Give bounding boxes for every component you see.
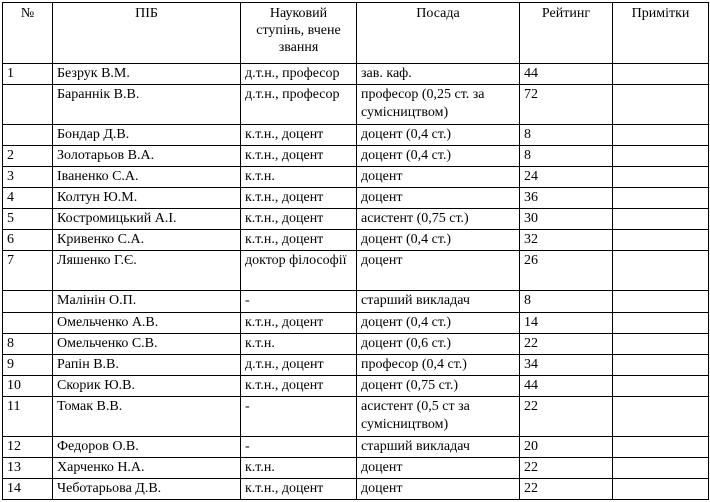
cell-position: доцент (357, 457, 520, 478)
table-row (3, 230, 709, 251)
cell-name: Колтун Ю.М. (53, 188, 241, 209)
cell-degree: - (241, 396, 357, 436)
cell-notes (613, 312, 709, 333)
cell-notes (613, 146, 709, 167)
cell-name: Костромицький А.І. (53, 209, 241, 230)
cell-num: 11 (3, 396, 53, 436)
cell-num: 3 (3, 167, 53, 188)
cell-name: Скорик Ю.В. (53, 375, 241, 396)
cell-notes (613, 167, 709, 188)
cell-position: асистент (0,5 ст за сумісництвом) (357, 396, 520, 436)
cell-notes (613, 209, 709, 230)
cell-num: 12 (3, 436, 53, 457)
cell-rating: 26 (520, 251, 613, 291)
header-notes: Примітки (613, 3, 709, 64)
cell-rating: 44 (520, 64, 613, 85)
table-row (3, 209, 709, 230)
cell-name: Омельченко А.В. (53, 312, 241, 333)
cell-name: Ляшенко Г.Є. (53, 251, 241, 291)
cell-name: Томак В.В. (53, 396, 241, 436)
cell-degree: д.т.н., професор (241, 64, 357, 85)
cell-name: Іваненко С.А. (53, 167, 241, 188)
table-row (3, 354, 709, 375)
cell-rating: 8 (520, 125, 613, 146)
cell-position: старший викладач (357, 291, 520, 312)
header-name: ПІБ (53, 3, 241, 64)
cell-name: Федоров О.В. (53, 436, 241, 457)
cell-rating: 22 (520, 396, 613, 436)
cell-num: 8 (3, 333, 53, 354)
cell-notes (613, 291, 709, 312)
cell-notes (613, 125, 709, 146)
cell-position: зав. каф. (357, 64, 520, 85)
cell-name: Бондар Д.В. (53, 125, 241, 146)
cell-rating: 20 (520, 436, 613, 457)
table-row (3, 312, 709, 333)
cell-notes (613, 333, 709, 354)
cell-notes (613, 396, 709, 436)
cell-rating: 22 (520, 457, 613, 478)
cell-position: доцент (0,4 ст.) (357, 125, 520, 146)
table-row (3, 375, 709, 396)
cell-rating: 72 (520, 85, 613, 125)
cell-rating: 44 (520, 375, 613, 396)
cell-notes (613, 436, 709, 457)
table-row (3, 478, 709, 499)
cell-num (3, 125, 53, 146)
cell-notes (613, 354, 709, 375)
header-num: № (3, 3, 53, 64)
cell-degree: доктор філософії (241, 251, 357, 291)
cell-position: доцент (357, 478, 520, 499)
cell-notes (613, 478, 709, 499)
cell-position: доцент (0,4 ст.) (357, 146, 520, 167)
cell-num: 13 (3, 457, 53, 478)
cell-rating: 36 (520, 188, 613, 209)
cell-name: Бараннік В.В. (53, 85, 241, 125)
cell-position: доцент (0,4 ст.) (357, 312, 520, 333)
cell-position: доцент (357, 167, 520, 188)
cell-name: Чеботарьова Д.В. (53, 478, 241, 499)
cell-degree: к.т.н., доцент (241, 230, 357, 251)
cell-position: професор (0,4 ст.) (357, 354, 520, 375)
cell-degree: к.т.н. (241, 167, 357, 188)
table-row (3, 125, 709, 146)
cell-degree: - (241, 291, 357, 312)
table-header-row (3, 3, 709, 64)
table-row (3, 436, 709, 457)
cell-num (3, 312, 53, 333)
cell-rating: 14 (520, 312, 613, 333)
cell-num: 5 (3, 209, 53, 230)
cell-position: доцент (0,75 ст.) (357, 375, 520, 396)
cell-position: доцент (0,4 ст.) (357, 230, 520, 251)
cell-name: Малінін О.П. (53, 291, 241, 312)
table-row (3, 64, 709, 85)
cell-num: 2 (3, 146, 53, 167)
cell-rating: 24 (520, 167, 613, 188)
cell-num (3, 85, 53, 125)
cell-num: 10 (3, 375, 53, 396)
table-row (3, 146, 709, 167)
cell-num: 4 (3, 188, 53, 209)
cell-notes (613, 230, 709, 251)
cell-notes (613, 85, 709, 125)
cell-num: 9 (3, 354, 53, 375)
header-position: Посада (357, 3, 520, 64)
cell-rating: 8 (520, 291, 613, 312)
cell-rating: 22 (520, 333, 613, 354)
cell-degree: к.т.н., доцент (241, 146, 357, 167)
cell-degree: к.т.н., доцент (241, 375, 357, 396)
cell-num (3, 291, 53, 312)
cell-num: 7 (3, 251, 53, 291)
cell-rating: 22 (520, 478, 613, 499)
cell-degree: д.т.н., доцент (241, 354, 357, 375)
cell-degree: к.т.н. (241, 457, 357, 478)
cell-degree: к.т.н., доцент (241, 188, 357, 209)
table-row (3, 167, 709, 188)
cell-rating: 30 (520, 209, 613, 230)
cell-degree: к.т.н., доцент (241, 125, 357, 146)
cell-rating: 8 (520, 146, 613, 167)
cell-position: старший викладач (357, 436, 520, 457)
cell-degree: к.т.н., доцент (241, 478, 357, 499)
cell-position: доцент (357, 188, 520, 209)
cell-num: 6 (3, 230, 53, 251)
cell-position: доцент (357, 251, 520, 291)
table-row (3, 188, 709, 209)
cell-rating: 32 (520, 230, 613, 251)
staff-rating-table (2, 2, 709, 500)
cell-degree: д.т.н., професор (241, 85, 357, 125)
cell-rating: 34 (520, 354, 613, 375)
cell-position: доцент (0,6 ст.) (357, 333, 520, 354)
table-row (3, 251, 709, 291)
cell-position: асистент (0,75 ст.) (357, 209, 520, 230)
cell-name: Золотарьов В.А. (53, 146, 241, 167)
cell-name: Кривенко С.А. (53, 230, 241, 251)
cell-notes (613, 188, 709, 209)
cell-degree: к.т.н. (241, 333, 357, 354)
cell-name: Безрук В.М. (53, 64, 241, 85)
cell-notes (613, 457, 709, 478)
cell-notes (613, 251, 709, 291)
cell-name: Харченко Н.А. (53, 457, 241, 478)
cell-degree: к.т.н., доцент (241, 312, 357, 333)
cell-notes (613, 64, 709, 85)
cell-degree: - (241, 436, 357, 457)
cell-degree: к.т.н., доцент (241, 209, 357, 230)
table-row (3, 457, 709, 478)
cell-position: професор (0,25 ст. за сумісництвом) (357, 85, 520, 125)
cell-name: Рапін В.В. (53, 354, 241, 375)
cell-name: Омельченко С.В. (53, 333, 241, 354)
cell-num: 14 (3, 478, 53, 499)
cell-notes (613, 375, 709, 396)
header-rating: Рейтинг (520, 3, 613, 64)
table-row (3, 333, 709, 354)
cell-num: 1 (3, 64, 53, 85)
header-degree: Науковий ступінь, вчене звання (241, 3, 357, 64)
table-row (3, 85, 709, 125)
table-row (3, 396, 709, 436)
table-row (3, 291, 709, 312)
